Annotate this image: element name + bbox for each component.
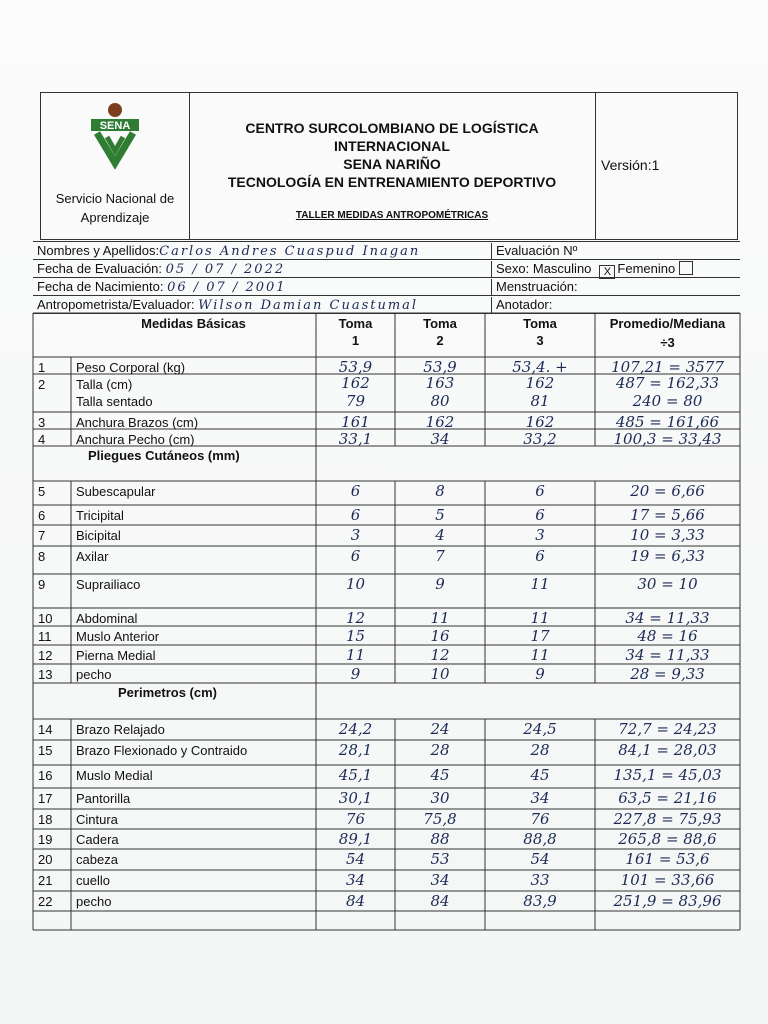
value-toma-2: 16 — [430, 627, 450, 645]
value-toma-1: 34 — [345, 871, 366, 889]
value-toma-2: 34 — [430, 871, 450, 889]
row-label: Bicipital — [76, 528, 121, 543]
evaluator-value: Wilson Damian Cuastumal — [198, 298, 419, 313]
value-toma-2: 4 — [435, 526, 445, 544]
value-toma-3: 11 — [530, 609, 550, 627]
row-label: Axilar — [76, 549, 109, 564]
value-average: 487 = 162,33 — [615, 374, 720, 392]
row-label: Tricipital — [76, 508, 124, 523]
row-number: 19 — [38, 832, 53, 847]
value-toma-3: 6 — [535, 482, 545, 500]
row-label: Cintura — [76, 812, 118, 827]
value-average: 28 = 9,33 — [630, 665, 705, 683]
row-number: 7 — [38, 528, 46, 543]
value-toma-3: 9 — [535, 665, 545, 683]
row-label: Suprailiaco — [76, 577, 141, 592]
value-toma-1: 54 — [345, 850, 366, 868]
row-number: 4 — [38, 432, 46, 447]
row-label: Muslo Anterior — [76, 629, 160, 644]
row-label: Brazo Flexionado y Contraido — [76, 743, 248, 758]
value-average: 17 = 5,66 — [630, 506, 705, 524]
logo-text: SENA — [99, 120, 131, 132]
version-label: Versión:1 — [601, 157, 660, 173]
value-toma-1: 76 — [345, 810, 366, 828]
value-toma-2: 53,9 — [423, 358, 457, 376]
value-toma-3: 28 — [530, 741, 550, 759]
value-toma-3: 83,9 — [523, 892, 557, 910]
sex-checkbox[interactable]: X — [599, 265, 615, 279]
value-toma-1: 11 — [345, 646, 366, 664]
value-toma-3: 45 — [530, 766, 550, 784]
row-label: pecho — [76, 667, 112, 682]
value-toma-3: 33,2 — [523, 430, 557, 448]
value-toma-3-secondary: 81 — [530, 392, 550, 410]
value-toma-3: 11 — [530, 646, 550, 664]
row-number: 22 — [38, 894, 53, 909]
header-toma-1: Toma — [338, 316, 373, 331]
workshop-title: TALLER MEDIDAS ANTROPOMÉTRICAS — [295, 210, 489, 221]
value-average: 107,21 = 3577 — [611, 358, 724, 376]
value-toma-2: 84 — [430, 892, 450, 910]
value-toma-3: 76 — [530, 810, 550, 828]
value-average: 101 = 33,66 — [620, 871, 715, 889]
value-toma-1: 6 — [350, 482, 361, 500]
value-toma-1: 15 — [345, 627, 366, 645]
row-number: 18 — [38, 812, 53, 827]
row-label-secondary: Talla sentado — [76, 394, 153, 409]
value-average: 72,7 = 24,23 — [618, 720, 717, 738]
evaluator-label: Antropometrista/Evaluador: — [37, 297, 195, 312]
value-toma-2: 28 — [430, 741, 450, 759]
header-toma-1-number: 1 — [351, 333, 360, 348]
value-toma-2: 30 — [430, 789, 450, 807]
value-toma-3: 3 — [535, 526, 545, 544]
row-number: 12 — [38, 648, 53, 663]
row-label: cabeza — [76, 852, 118, 867]
row-number: 16 — [38, 768, 53, 783]
value-average: 251,9 = 83,96 — [613, 892, 722, 910]
value-average: 84,1 = 28,03 — [618, 741, 717, 759]
value-average: 30 = 10 — [637, 575, 698, 593]
value-toma-2: 12 — [430, 646, 450, 664]
value-toma-1: 45,1 — [338, 766, 373, 784]
header-measures: Medidas Básicas — [141, 316, 246, 331]
row-label: Abdominal — [76, 611, 138, 626]
header-average: Promedio/Mediana — [609, 316, 726, 331]
value-average-secondary: 240 = 80 — [632, 392, 703, 410]
header-toma-2-number: 2 — [436, 333, 444, 348]
title-line-3: SENA NARIÑO — [343, 156, 441, 172]
value-average: 48 = 16 — [637, 627, 698, 645]
value-toma-1: 53,9 — [338, 358, 373, 376]
value-toma-3: 88,8 — [523, 830, 557, 848]
birth-date-label: Fecha de Nacimiento: — [37, 279, 164, 294]
eval-date-label: Fecha de Evaluación: — [37, 261, 163, 276]
row-number: 9 — [38, 577, 46, 592]
value-toma-2-secondary: 80 — [430, 392, 450, 410]
row-label: Brazo Relajado — [76, 722, 165, 737]
row-number: 15 — [38, 743, 53, 758]
value-toma-1: 28,1 — [338, 741, 373, 759]
value-toma-2: 34 — [430, 430, 450, 448]
value-toma-3: 17 — [530, 627, 550, 645]
row-number: 8 — [38, 549, 46, 564]
title-line-1: CENTRO SURCOLOMBIANO DE LOGÍSTICA — [245, 120, 539, 136]
value-average: 227,8 = 75,93 — [613, 810, 722, 828]
row-label: Talla (cm) — [76, 377, 133, 392]
row-number: 2 — [38, 377, 46, 392]
row-number: 11 — [38, 629, 52, 644]
value-toma-1: 33,1 — [338, 430, 373, 448]
row-number: 5 — [38, 484, 46, 499]
row-label: cuello — [76, 873, 110, 888]
row-label: Muslo Medial — [76, 768, 153, 783]
value-toma-3: 6 — [535, 547, 545, 565]
row-number: 1 — [38, 360, 46, 375]
row-number: 3 — [38, 415, 46, 430]
value-toma-3: 6 — [535, 506, 545, 524]
header-toma-3-number: 3 — [536, 333, 544, 348]
row-number: 10 — [38, 611, 53, 626]
eval-number-label: Evaluación Nº — [496, 243, 578, 258]
value-toma-2: 10 — [430, 665, 450, 683]
section-title-skinfolds: Pliegues Cutáneos (mm) — [88, 448, 240, 463]
row-number: 6 — [38, 508, 46, 523]
birth-date-value: 06 / 07 / 2001 — [167, 280, 287, 295]
value-toma-1-secondary: 79 — [345, 392, 366, 410]
value-average: 34 = 11,33 — [625, 646, 710, 664]
title-line-2: INTERNACIONAL — [334, 138, 450, 154]
menstruation-label: Menstruación: — [496, 279, 578, 294]
value-toma-1: 161 — [341, 413, 370, 431]
row-number: 20 — [38, 852, 53, 867]
value-toma-1: 89,1 — [338, 830, 373, 848]
value-toma-1: 6 — [350, 506, 361, 524]
title-line-4: TECNOLOGÍA EN ENTRENAMIENTO DEPORTIVO — [227, 174, 557, 190]
value-average: 63,5 = 21,16 — [618, 789, 717, 807]
org-name: Servicio Nacional de Aprendizaje — [55, 191, 175, 225]
value-toma-2: 163 — [425, 374, 455, 392]
value-toma-3: 11 — [530, 575, 550, 593]
row-label: Pierna Medial — [76, 648, 156, 663]
sex-label: Sexo: — [496, 261, 530, 276]
value-average: 19 = 6,33 — [630, 547, 705, 565]
value-toma-2: 24 — [430, 720, 450, 738]
row-number: 17 — [38, 791, 53, 806]
eval-date-value: 05 / 07 / 2022 — [165, 262, 286, 277]
value-toma-1: 24,2 — [338, 720, 373, 738]
value-toma-1: 30,1 — [338, 789, 373, 807]
value-toma-3: 162 — [525, 413, 555, 431]
value-toma-2: 5 — [435, 506, 445, 524]
row-label: Subescapular — [76, 484, 156, 499]
value-toma-1: 84 — [345, 892, 366, 910]
value-toma-1: 10 — [345, 575, 366, 593]
value-toma-1: 9 — [350, 665, 361, 683]
value-toma-2: 9 — [435, 575, 445, 593]
sex-female: Femenino — [617, 261, 676, 276]
value-toma-2: 7 — [435, 547, 445, 565]
row-label: Anchura Brazos (cm) — [76, 415, 199, 430]
row-label: Anchura Pecho (cm) — [76, 432, 195, 447]
header-divisor-note: ÷3 — [660, 335, 675, 350]
value-average: 100,3 = 33,43 — [613, 430, 722, 448]
header-toma-3: Toma — [523, 316, 557, 331]
value-average: 135,1 = 45,03 — [613, 766, 722, 784]
value-average: 10 = 3,33 — [630, 526, 705, 544]
value-average: 485 = 161,66 — [615, 413, 720, 431]
row-number: 13 — [38, 667, 53, 682]
value-toma-1: 6 — [350, 547, 361, 565]
section-title-perimeters: Perimetros (cm) — [118, 685, 217, 700]
value-toma-2: 8 — [435, 482, 445, 500]
value-toma-2: 11 — [430, 609, 450, 627]
header-toma-2: Toma — [423, 316, 457, 331]
value-average: 20 = 6,66 — [630, 482, 705, 500]
name-value: Carlos Andres Cuaspud Inagan — [159, 244, 421, 259]
row-label: Cadera — [76, 832, 119, 847]
value-toma-1: 12 — [345, 609, 366, 627]
value-average: 265,8 = 88,6 — [618, 830, 717, 848]
row-label: pecho — [76, 894, 112, 909]
value-toma-1: 162 — [341, 374, 370, 392]
value-toma-2: 53 — [430, 850, 450, 868]
row-number: 21 — [38, 873, 53, 888]
value-toma-3: 24,5 — [523, 720, 557, 738]
value-toma-2: 75,8 — [423, 810, 457, 828]
row-number: 14 — [38, 722, 53, 737]
value-toma-1: 3 — [350, 526, 361, 544]
value-toma-2: 88 — [430, 830, 450, 848]
value-toma-3: 53,4. + — [512, 358, 568, 376]
row-label: Pantorilla — [76, 791, 131, 806]
value-toma-3: 54 — [530, 850, 550, 868]
value-average: 161 = 53,6 — [625, 850, 710, 868]
row-label: Peso Corporal (kg) — [76, 360, 186, 375]
value-toma-3: 162 — [525, 374, 555, 392]
value-toma-3: 34 — [530, 789, 550, 807]
sex-male: Masculino — [532, 261, 592, 276]
value-average: 34 = 11,33 — [625, 609, 710, 627]
value-toma-2: 162 — [425, 413, 455, 431]
value-toma-2: 45 — [430, 766, 450, 784]
value-toma-3: 33 — [530, 871, 550, 889]
annotator-label: Anotador: — [496, 297, 553, 312]
name-label: Nombres y Apellidos: — [37, 243, 160, 258]
